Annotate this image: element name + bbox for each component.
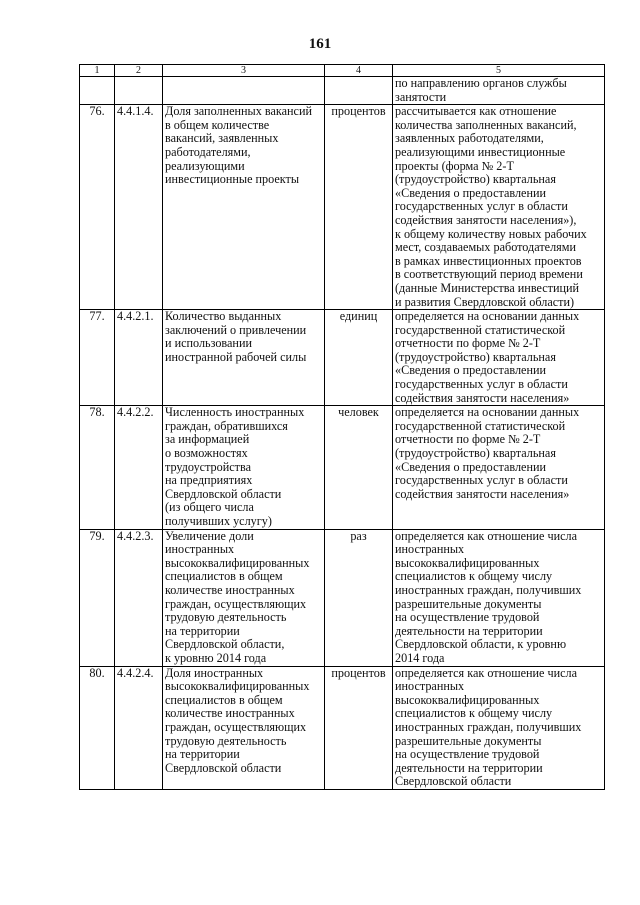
unit-cell: человек bbox=[325, 406, 393, 529]
text-line: Доля заполненных вакансий bbox=[165, 104, 313, 119]
row-number-cell: 77. bbox=[80, 310, 115, 406]
text-line: Свердловской области bbox=[165, 486, 282, 501]
text-line: (трудоустройство) квартальная bbox=[395, 349, 556, 364]
row-code-cell: 4.4.2.4. bbox=[115, 666, 163, 789]
text-line: заявленных работодателями, bbox=[395, 131, 544, 146]
text-line: содействия занятости населения»), bbox=[395, 212, 577, 227]
unit-cell: раз bbox=[325, 529, 393, 666]
text-line: количестве иностранных bbox=[165, 706, 295, 721]
text-line: по направлению органов службы bbox=[395, 76, 567, 90]
text-line: мест, создаваемых работодателями bbox=[395, 240, 576, 255]
text-line: к уровню 2014 года bbox=[165, 650, 267, 665]
text-line: Свердловской области, к уровню bbox=[395, 637, 567, 652]
table-row bbox=[80, 310, 605, 406]
text-line: иностранной рабочей силы bbox=[165, 349, 307, 364]
text-line: количества заполненных вакансий, bbox=[395, 117, 577, 132]
text-line: в общем количестве bbox=[165, 117, 270, 132]
text-line: (трудоустройство) квартальная bbox=[395, 172, 556, 187]
text-line: Свердловской области bbox=[395, 774, 512, 789]
text-line: высококвалифицированных bbox=[395, 692, 540, 707]
text-line: Свердловской области bbox=[165, 760, 282, 775]
method-cell bbox=[393, 529, 605, 666]
text-line: трудовую деятельность bbox=[165, 733, 287, 748]
row-code-cell: 4.4.1.4. bbox=[115, 105, 163, 310]
text-line: государственной статистической bbox=[395, 322, 566, 337]
text-line: Увеличение доли bbox=[165, 529, 254, 543]
text-line: вакансий, заявленных bbox=[165, 131, 279, 146]
text-line: реализующими инвестиционные bbox=[395, 144, 566, 159]
text-line: «Сведения о предоставлении bbox=[395, 185, 547, 200]
text-line: на территории bbox=[165, 747, 240, 762]
continuation-cell-5 bbox=[393, 77, 605, 105]
text-line: работодателями, bbox=[165, 144, 251, 159]
text-line: государственных услуг в области bbox=[395, 377, 568, 392]
table-header-row bbox=[80, 65, 605, 77]
text-line: иностранных граждан, получивших bbox=[395, 582, 582, 597]
text-line: «Сведения о предоставлении bbox=[395, 363, 547, 378]
method-cell bbox=[393, 406, 605, 529]
indicator-name-cell bbox=[163, 529, 325, 666]
text-line: рассчитывается как отношение bbox=[395, 104, 557, 119]
text-line: специалистов к общему числу bbox=[395, 569, 553, 584]
text-line: разрешительные документы bbox=[395, 733, 542, 748]
text-line: к общему количеству новых рабочих bbox=[395, 226, 587, 241]
text-line: и развития Свердловской области) bbox=[395, 294, 575, 309]
continuation-row bbox=[80, 77, 605, 105]
text-line: содействия занятости населения» bbox=[395, 486, 570, 501]
text-line: «Сведения о предоставлении bbox=[395, 459, 547, 474]
text-line: занятости bbox=[395, 89, 447, 104]
text-line: на осуществление трудовой bbox=[395, 747, 540, 762]
text-line: о возможностях bbox=[165, 446, 248, 461]
table-row bbox=[80, 666, 605, 789]
row-code-cell: 4.4.2.3. bbox=[115, 529, 163, 666]
text-line: деятельности на территории bbox=[395, 760, 543, 775]
text-line: получивших услугу) bbox=[165, 514, 272, 528]
text-line: отчетности по форме № 2-Т bbox=[395, 432, 541, 447]
table-row bbox=[80, 529, 605, 666]
text-line: в соответствующий период времени bbox=[395, 267, 583, 282]
continuation-cell-1 bbox=[80, 77, 115, 105]
header-cell-3: 3 bbox=[163, 65, 325, 77]
method-cell bbox=[393, 310, 605, 406]
text-line: заключений о привлечении bbox=[165, 322, 307, 337]
text-line: высококвалифицированных bbox=[165, 679, 310, 694]
unit-cell: процентов bbox=[325, 105, 393, 310]
text-line: граждан, обратившихся bbox=[165, 418, 288, 433]
text-line: и использовании bbox=[165, 336, 253, 351]
text-line: трудовую деятельность bbox=[165, 610, 287, 625]
header-cell-2: 2 bbox=[115, 65, 163, 77]
text-line: определяется на основании данных bbox=[395, 405, 580, 420]
row-number-cell: 76. bbox=[80, 105, 115, 310]
header-cell-5: 5 bbox=[393, 65, 605, 77]
header-cell-4: 4 bbox=[325, 65, 393, 77]
text-line: специалистов в общем bbox=[165, 692, 283, 707]
indicator-name-cell bbox=[163, 666, 325, 789]
text-line: трудоустройства bbox=[165, 459, 251, 474]
text-line: количестве иностранных bbox=[165, 582, 295, 597]
text-line: государственных услуг в области bbox=[395, 473, 568, 488]
text-line: Количество выданных bbox=[165, 309, 282, 324]
text-line: граждан, осуществляющих bbox=[165, 719, 307, 734]
row-code-cell: 4.4.2.1. bbox=[115, 310, 163, 406]
text-line: проекты (форма № 2-Т bbox=[395, 158, 514, 173]
text-line: Численность иностранных bbox=[165, 405, 305, 420]
text-line: высококвалифицированных bbox=[165, 555, 310, 570]
unit-cell: единиц bbox=[325, 310, 393, 406]
text-line: (трудоустройство) квартальная bbox=[395, 446, 556, 461]
text-line: иностранных граждан, получивших bbox=[395, 719, 582, 734]
text-line: высококвалифицированных bbox=[395, 555, 540, 570]
text-line: разрешительные документы bbox=[395, 596, 542, 611]
continuation-cell-2 bbox=[115, 77, 163, 105]
row-number-cell: 79. bbox=[80, 529, 115, 666]
unit-cell: процентов bbox=[325, 666, 393, 789]
indicator-name-cell bbox=[163, 105, 325, 310]
text-line: иностранных bbox=[395, 679, 465, 694]
method-cell bbox=[393, 666, 605, 789]
text-line: государственных услуг в области bbox=[395, 199, 568, 214]
text-line: на территории bbox=[165, 623, 240, 638]
table-row bbox=[80, 406, 605, 529]
indicators-table bbox=[79, 64, 605, 790]
table-row bbox=[80, 105, 605, 310]
text-line: специалистов в общем bbox=[165, 569, 283, 584]
text-line: 2014 года bbox=[395, 650, 445, 665]
header-cell-1: 1 bbox=[80, 65, 115, 77]
text-line: иностранных bbox=[395, 542, 465, 557]
text-line: (данные Министерства инвестиций bbox=[395, 280, 580, 295]
continuation-cell-4 bbox=[325, 77, 393, 105]
text-line: на предприятиях bbox=[165, 473, 253, 488]
text-line: граждан, осуществляющих bbox=[165, 596, 307, 611]
text-line: специалистов к общему числу bbox=[395, 706, 553, 721]
text-line: содействия занятости населения» bbox=[395, 390, 570, 405]
page-number: 161 bbox=[308, 36, 332, 52]
indicator-name-cell bbox=[163, 310, 325, 406]
text-line: государственной статистической bbox=[395, 418, 566, 433]
text-line: определяется как отношение числа bbox=[395, 666, 578, 680]
text-line: на осуществление трудовой bbox=[395, 610, 540, 625]
text-line: определяется на основании данных bbox=[395, 309, 580, 324]
text-line: реализующими bbox=[165, 158, 245, 173]
text-line: за информацией bbox=[165, 432, 250, 447]
text-line: (из общего числа bbox=[165, 500, 254, 515]
text-line: Свердловской области, bbox=[165, 637, 285, 652]
row-number-cell: 78. bbox=[80, 406, 115, 529]
indicator-name-cell bbox=[163, 406, 325, 529]
text-line: в рамках инвестиционных проектов bbox=[395, 253, 582, 268]
text-line: Доля иностранных bbox=[165, 666, 264, 680]
method-cell bbox=[393, 105, 605, 310]
text-line: определяется как отношение числа bbox=[395, 529, 578, 543]
text-line: отчетности по форме № 2-Т bbox=[395, 336, 541, 351]
continuation-cell-3 bbox=[163, 77, 325, 105]
text-line: иностранных bbox=[165, 542, 235, 557]
row-number-cell: 80. bbox=[80, 666, 115, 789]
row-code-cell: 4.4.2.2. bbox=[115, 406, 163, 529]
text-line: деятельности на территории bbox=[395, 623, 543, 638]
text-line: инвестиционные проекты bbox=[165, 172, 300, 187]
